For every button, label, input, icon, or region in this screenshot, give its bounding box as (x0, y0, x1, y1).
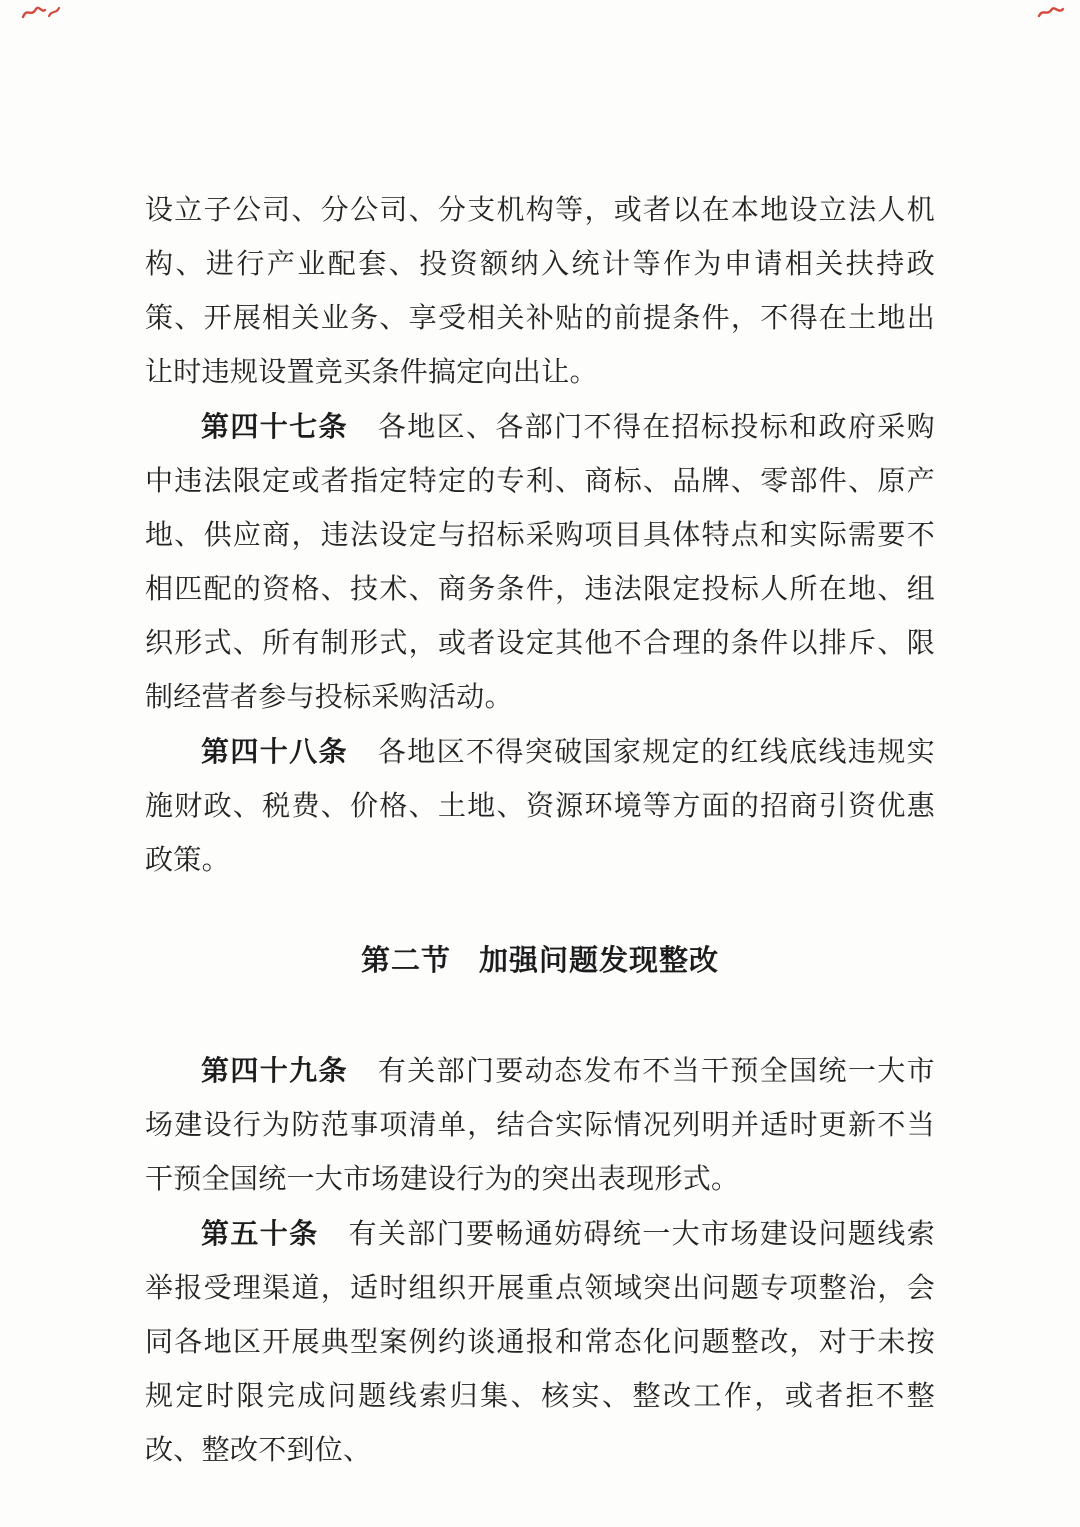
section-heading (145, 934, 935, 988)
red-annotation-mark-left (20, 4, 62, 22)
article-paragraph (145, 725, 935, 888)
article-number: 第五十条 (201, 1218, 319, 1249)
paragraph-text: 各地区、各部门不得在招标投标和政府采购中违法限定或者指定特定的专利、商标、品牌、零部件、原产地、供应商，违法设定与招标采购项目具体特点和实际需要不相匹配的资格、技术、商务条件，违法限定投标人所在地、组织形式、所有制形式，或者设定其他不合理的条件以排斥、限制经营者参与投标采购活动。 (145, 412, 935, 713)
red-annotation-mark-right (1036, 4, 1066, 22)
article-paragraph (145, 400, 935, 725)
article-number: 第四十八条 (201, 736, 348, 767)
section-number: 第二节 (360, 945, 451, 977)
section-title: 加强问题发现整改 (479, 945, 720, 977)
document-body (145, 184, 935, 1478)
article-paragraph (145, 1207, 935, 1478)
article-number: 第四十九条 (201, 1055, 348, 1086)
continuation-paragraph (145, 184, 935, 400)
paragraph-text: 设立子公司、分公司、分支机构等，或者以在本地设立法人机构、进行产业配套、投资额纳入统计等作为申请相关扶持政策、开展相关业务、享受相关补贴的前提条件，不得在土地出让时违规设置竞买条件搞定向出让。 (145, 195, 935, 388)
article-number: 第四十七条 (201, 411, 348, 442)
paragraph-text: 有关部门要畅通妨碍统一大市场建设问题线索举报受理渠道，适时组织开展重点领域突出问题专项整治，会同各地区开展典型案例约谈通报和常态化问题整改，对于未按规定时限完成问题线索归集、核实、整改工作，或者拒不整改、整改不到位、 (145, 1219, 935, 1466)
paragraph-text: 有关部门要动态发布不当干预全国统一大市场建设行为防范事项清单，结合实际情况列明并适时更新不当干预全国统一大市场建设行为的突出表现形式。 (145, 1056, 935, 1195)
article-paragraph (145, 1044, 935, 1207)
paragraph-text: 各地区不得突破国家规定的红线底线违规实施财政、税费、价格、土地、资源环境等方面的招商引资优惠政策。 (145, 737, 935, 876)
